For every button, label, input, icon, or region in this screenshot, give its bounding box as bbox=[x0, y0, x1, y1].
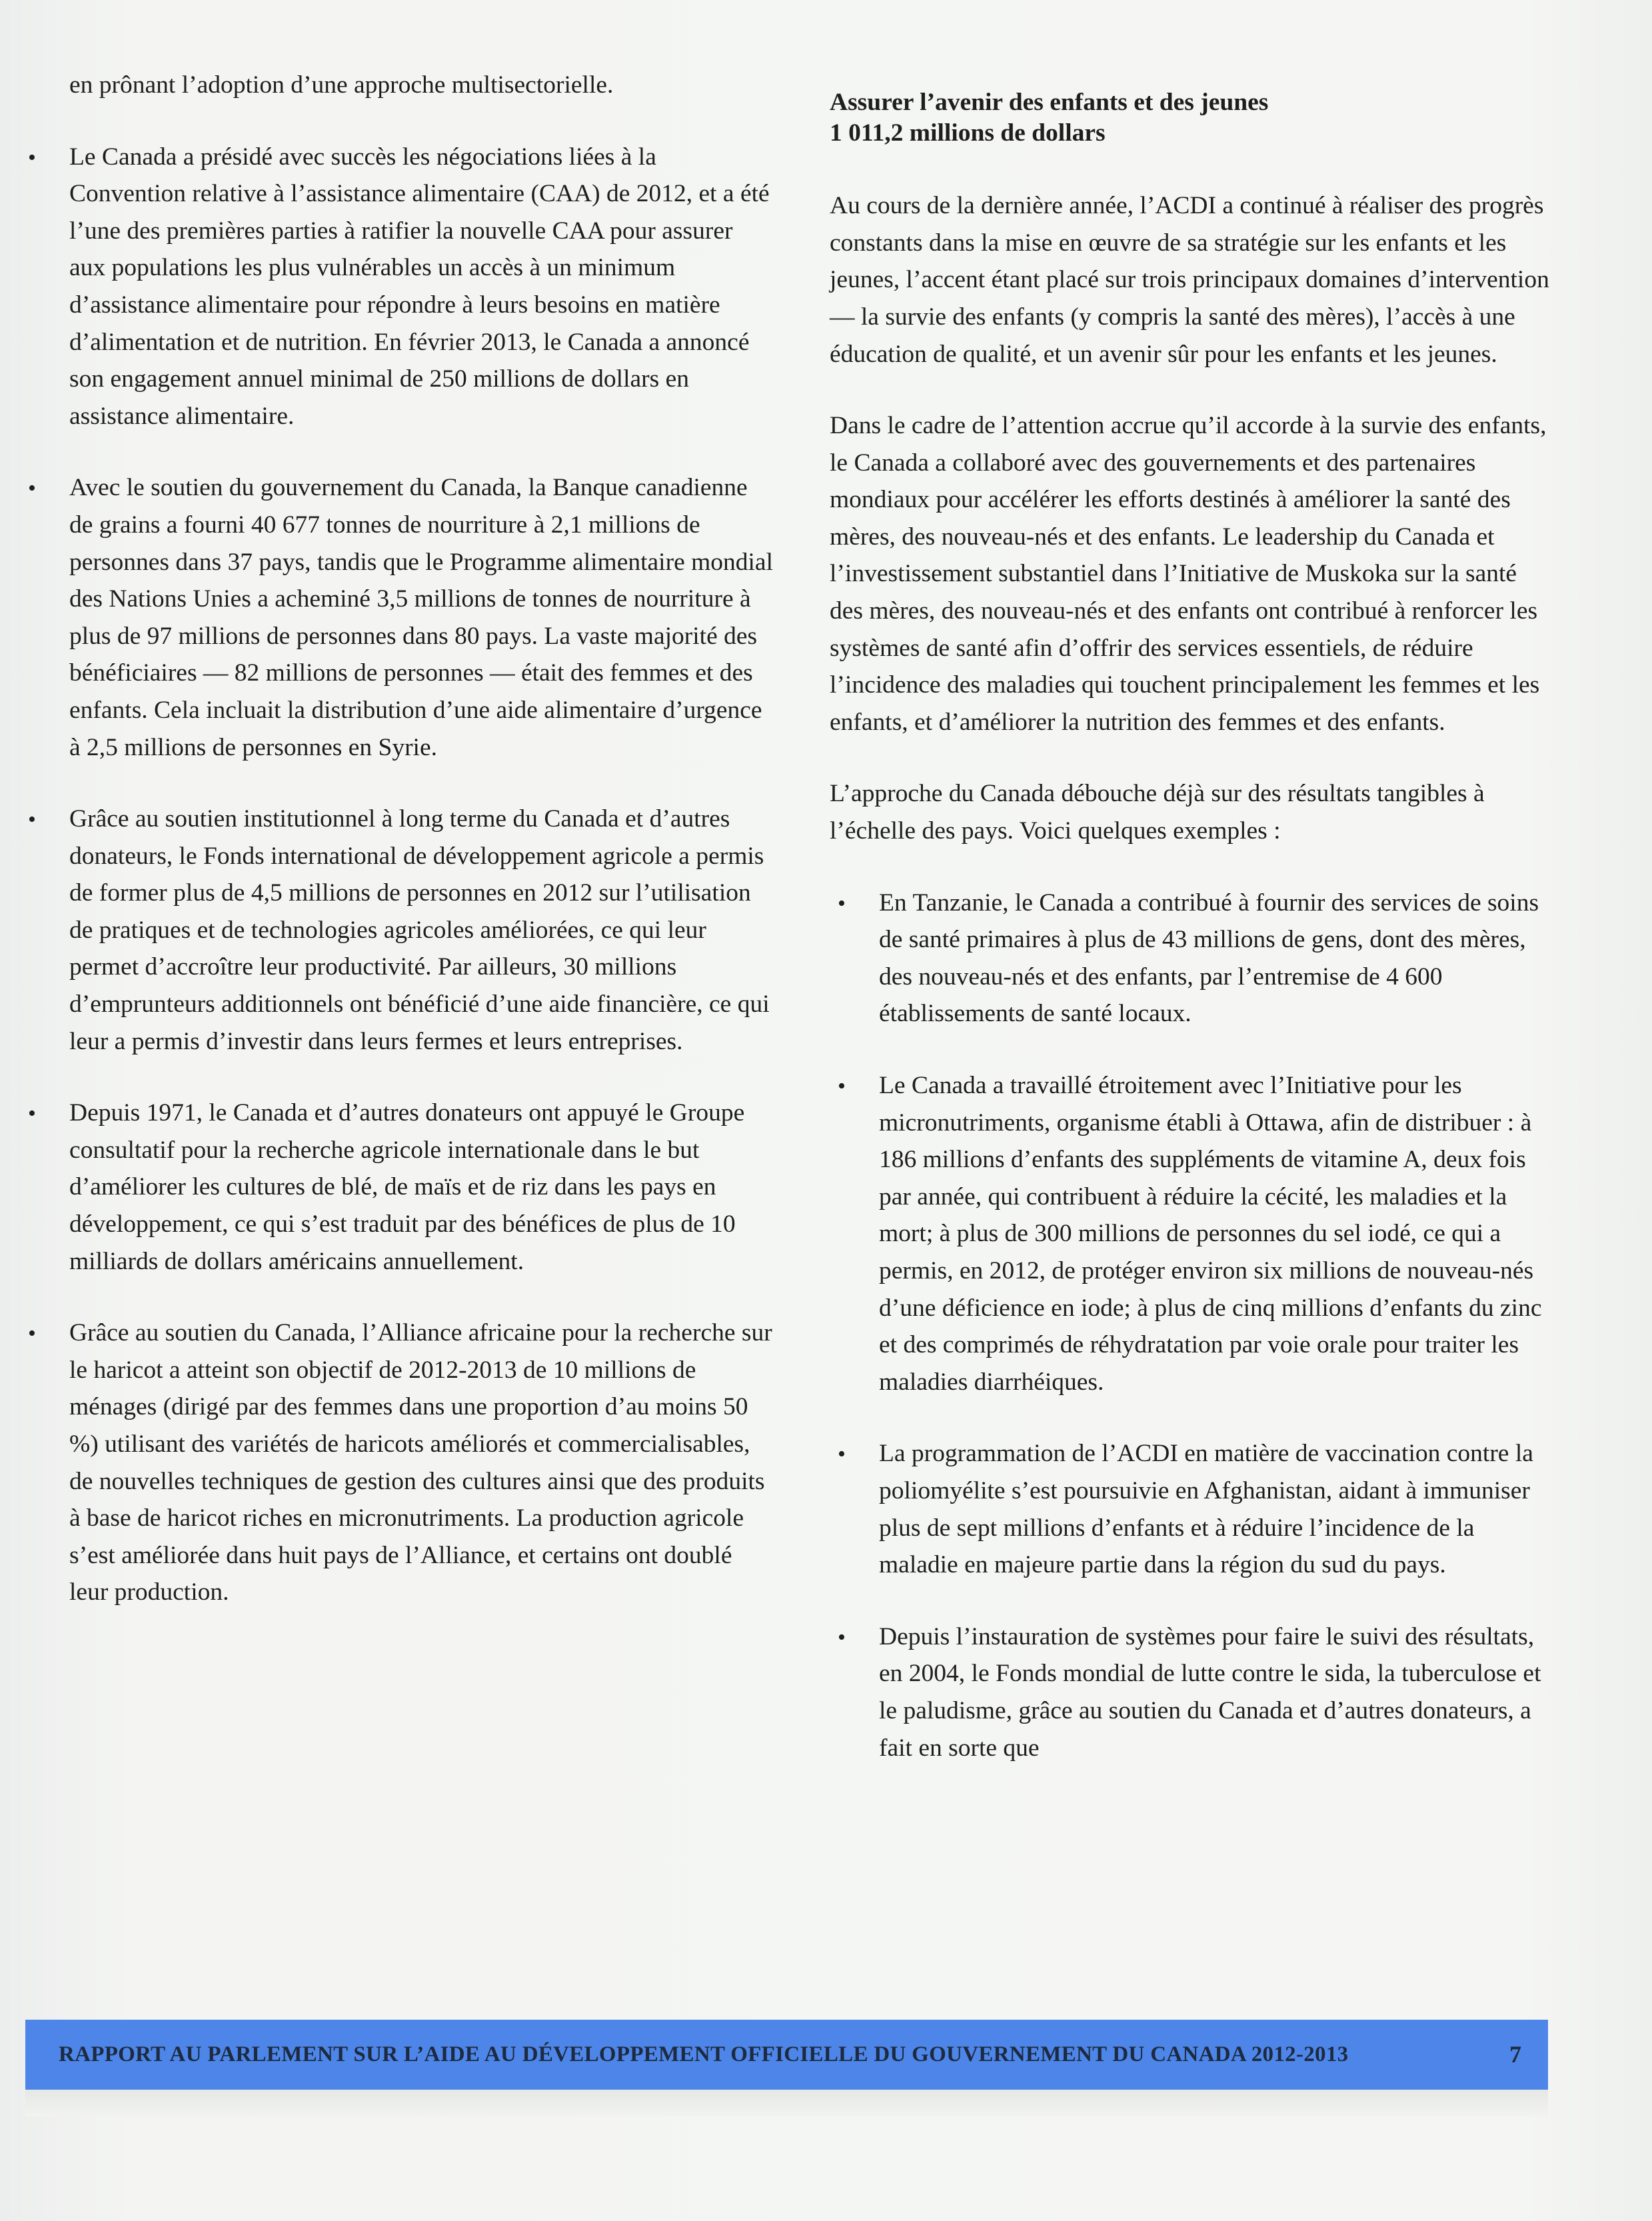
list-item-text: Grâce au soutien du Canada, l’Alliance africaine pour la recherche sur le haricot a atteint son objectif de 2012-2013 de 10 millions de ménages (dirigé par des femmes dans une proportion d’au moins 50 %) utilisant des variétés de haricots améliorés et commercialisables, de nouvelles techniques de gestion des cultures ainsi que des produits à base de haricot riches en micronutriments. La production agricole s’est améliorée dans huit pays de l’Alliance, et certains ont doublé leur production. bbox=[69, 1319, 772, 1606]
footer-banner bbox=[25, 2020, 1548, 2090]
list-item bbox=[27, 1095, 773, 1280]
list-item-text: Le Canada a travaillé étroitement avec l’Initiative pour les micronutriments, organisme établi à Ottawa, afin de distribuer : à 186 millions d’enfants des suppléments de vitamine A, deux fois par année, qui contribuent à réduire la cécité, les maladies et la mort; à plus de 300 millions de personnes du sel iodé, ce qui a permis, en 2012, de protéger environ six millions de nouveau-nés d’une déficience en iode; à plus de cinq millions d’enfants du zinc et des comprimés de réhydratation par voie orale pour traiter les maladies diarrhéiques. bbox=[879, 1072, 1542, 1396]
list-item-text: Avec le soutien du gouvernement du Canada, la Banque canadienne de grains a fourni 40 677 tonnes de nourriture à 2,1 millions de personnes dans 37 pays, tandis que le Programme alimentaire mondial des Nations Unies a acheminé 3,5 millions de tonnes de nourriture à plus de 97 millions de personnes dans 80 pays. La vaste majorité des bénéficiaires — 82 millions de personnes — était des femmes et des enfants. Cela incluait la distribution d’une aide alimentaire d’urgence à 2,5 millions de personnes en Syrie. bbox=[69, 474, 773, 761]
footer-shadow bbox=[25, 2090, 1548, 2116]
bullet-icon: • bbox=[28, 145, 36, 170]
paragraph: L’approche du Canada débouche déjà sur des résultats tangibles à l’échelle des pays. Voici quelques exemples : bbox=[830, 780, 1485, 845]
bullet-icon: • bbox=[28, 476, 36, 501]
list-item bbox=[830, 1618, 1556, 1766]
list-item-text: En Tanzanie, le Canada a contribué à fournir des services de soins de santé primaires à plus de 43 millions de gens, dont des mères, des nouveau-nés et des enfants, par l’entremise de 4 600 établissements de santé locaux. bbox=[879, 889, 1539, 1028]
list-item-text: Depuis 1971, le Canada et d’autres donateurs ont appuyé le Groupe consultatif pour la recherche agricole internationale dans le but d’améliorer les cultures de blé, de maïs et de riz dans les pays en développement, ce qui s’est traduit par des bénéfices de plus de 10 milliards de dollars américains annuellement. bbox=[69, 1099, 745, 1275]
continuation-text: en prônant l’adoption d’une approche multisectorielle. bbox=[69, 71, 614, 99]
bullet-icon: • bbox=[28, 807, 36, 833]
list-item bbox=[830, 1067, 1556, 1400]
paragraph: Au cours de la dernière année, l’ACDI a continué à réaliser des progrès constants dans la mise en œuvre de sa stratégie sur les enfants et les jeunes, l’accent étant placé sur trois principaux domaines d’intervention — la survie des enfants (y compris la santé des mères), l’accès à une éducation de qualité, et un avenir sûr pour les enfants et les jeunes. bbox=[830, 192, 1549, 368]
list-item bbox=[830, 1435, 1556, 1583]
list-item-text: Depuis l’instauration de systèmes pour faire le suivi des résultats, en 2004, le Fonds mondial de lutte contre le sida, la tuberculose et le paludisme, grâce au soutien du Canada et d’autres donateurs, a fait en sorte que bbox=[879, 1622, 1541, 1762]
bullet-icon: • bbox=[838, 891, 846, 916]
list-item bbox=[27, 139, 773, 435]
bullet-icon: • bbox=[838, 1624, 846, 1650]
bullet-icon: • bbox=[838, 1074, 846, 1099]
list-item-text: Grâce au soutien institutionnel à long terme du Canada et d’autres donateurs, le Fonds international de développement agricole a permis de former plus de 4,5 millions de personnes en 2012 sur l’utilisation de pratiques et de technologies agricoles améliorées, ce qui leur permet d’accroître leur productivité. Par ailleurs, 30 millions d’emprunteurs additionnels ont bénéficié d’une aide financière, ce qui leur a permis d’investir dans leurs fermes et leurs entreprises. bbox=[69, 805, 770, 1055]
section-heading-amount: 1 011,2 millions de dollars bbox=[830, 119, 1106, 147]
footer-title: RAPPORT AU PARLEMENT SUR L’AIDE AU DÉVELOPPEMENT OFFICIELLE DU GOUVERNEMENT DU CANADA 2012-2013 bbox=[59, 2042, 1349, 2066]
list-item bbox=[27, 801, 773, 1060]
section-heading bbox=[830, 87, 1556, 149]
bullet-icon: • bbox=[28, 1101, 36, 1126]
list-item-text: La programmation de l’ACDI en matière de vaccination contre la poliomyélite s’est poursuivie en Afghanistan, aidant à immuniser plus de sept millions d’enfants et à réduire l’incidence de la maladie en majeure partie dans la région du sud du pays. bbox=[879, 1440, 1533, 1579]
bullet-icon: • bbox=[28, 1321, 36, 1346]
right-bullet-list bbox=[830, 885, 1556, 1766]
section-heading-title: Assurer l’avenir des enfants et des jeunes bbox=[830, 89, 1269, 117]
left-bullet-list bbox=[27, 139, 773, 1611]
page-number: 7 bbox=[1509, 2041, 1521, 2068]
right-column bbox=[830, 67, 1556, 1801]
list-item bbox=[830, 885, 1556, 1033]
list-item-text: Le Canada a présidé avec succès les négociations liées à la Convention relative à l’assistance alimentaire (CAA) de 2012, et a été l’une des premières parties à ratifier la nouvelle CAA pour assurer aux populations les plus vulnérables un accès à un minimum d’assistance alimentaire pour répondre à leurs besoins en matière d’alimentation et de nutrition. En février 2013, le Canada a annoncé son engagement annuel minimal de 250 millions de dollars en assistance alimentaire. bbox=[69, 143, 770, 430]
bullet-icon: • bbox=[838, 1442, 846, 1467]
list-item bbox=[27, 1314, 773, 1611]
list-item bbox=[27, 469, 773, 766]
left-column bbox=[27, 67, 773, 1646]
paragraph: Dans le cadre de l’attention accrue qu’il accorde à la survie des enfants, le Canada a collaboré avec des gouvernements et des partenaires mondiaux pour accélérer les efforts destinés à améliorer la santé des mères, des nouveau-nés et des enfants. Le leadership du Canada et l’investissement substantiel dans l’Initiative de Muskoka sur la santé des mères, des nouveau-nés et des enfants ont contribué à renforcer les systèmes de santé afin d’offrir des services essentiels, de réduire l’incidence des maladies qui touchent principalement les femmes et les enfants, et d’améliorer la nutrition des femmes et des enfants. bbox=[830, 412, 1547, 736]
